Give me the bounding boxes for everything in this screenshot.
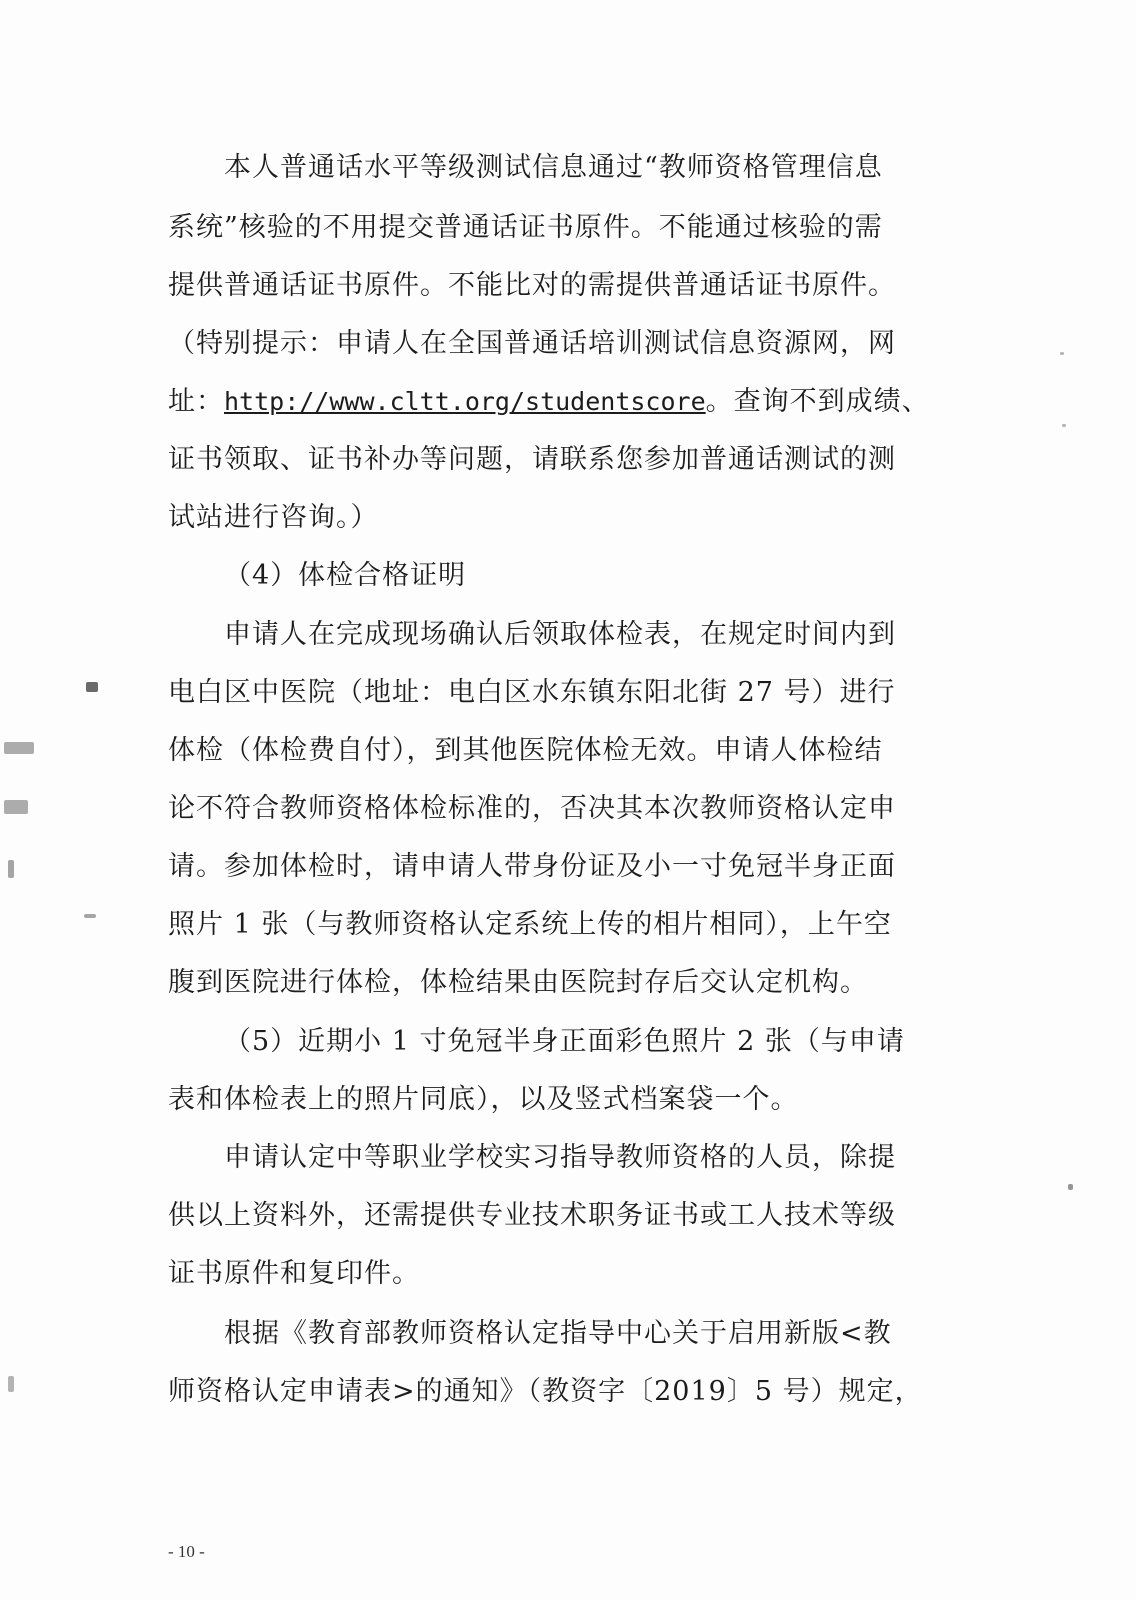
scan-speck: [1062, 424, 1066, 427]
page-number: - 10 -: [168, 1542, 205, 1561]
paragraph-line: 论不符合教师资格体检标准的，否决其本次教师资格认定申: [168, 793, 896, 824]
section-heading-4: （4）体检合格证明: [224, 560, 467, 591]
scan-speck: [86, 682, 98, 692]
paragraph-line: 证书领取、证书补办等问题，请联系您参加普通话测试的测: [168, 444, 896, 475]
scan-speck: [4, 800, 28, 814]
cltt-url-link[interactable]: http://www.cltt.org/studentscore: [224, 387, 706, 416]
url-suffix: 。查询不到成绩、: [705, 386, 930, 417]
scan-speck: [8, 1376, 14, 1392]
section-heading-5: （5）近期小 1 寸免冠半身正面彩色照片 2 张（与申请: [224, 1026, 905, 1057]
paragraph-line: 腹到医院进行体检，体检结果由医院封存后交认定机构。: [168, 967, 868, 998]
paragraph-line: 试站进行咨询。）: [168, 502, 379, 533]
paragraph-line: 电白区中医院（地址：电白区水东镇东阳北街 27 号）进行: [168, 677, 896, 708]
scan-speck: [1060, 352, 1064, 355]
paragraph-line: 表和体检表上的照片同底），以及竖式档案袋一个。: [168, 1084, 799, 1115]
scan-speck: [8, 860, 14, 878]
paragraph-line: 系统”核验的不用提交普通话证书原件。不能通过核验的需: [168, 212, 883, 243]
paragraph-line: 提供普通话证书原件。不能比对的需提供普通话证书原件。: [168, 270, 896, 301]
paragraph-line: 申请认定中等职业学校实习指导教师资格的人员，除提: [224, 1142, 896, 1173]
paragraph-line: 证书原件和复印件。: [168, 1258, 420, 1289]
paragraph-line: 体检（体检费自付），到其他医院体检无效。申请人体检结: [168, 735, 883, 766]
paragraph-line-with-url: [168, 384, 958, 420]
paragraph-line: 本人普通话水平等级测试信息通过“教师资格管理信息: [224, 152, 883, 183]
paragraph-line: 申请人在完成现场确认后领取体检表，在规定时间内到: [224, 619, 896, 650]
scan-speck: [1068, 1184, 1073, 1190]
scan-speck: [84, 914, 96, 918]
scan-speck: [4, 742, 34, 754]
paragraph-line: 供以上资料外，还需提供专业技术职务证书或工人技术等级: [168, 1200, 896, 1231]
paragraph-line: 师资格认定申请表>的通知》（教资字〔2019〕5 号）规定，: [168, 1376, 923, 1407]
paragraph-line: 请。参加体检时，请申请人带身份证及小一寸免冠半身正面: [168, 851, 896, 882]
paragraph-line: 根据《教育部教师资格认定指导中心关于启用新版<教: [224, 1318, 892, 1349]
paragraph-line: （特别提示：申请人在全国普通话培训测试信息资源网，网: [168, 328, 896, 359]
paragraph-line: 照片 1 张（与教师资格认定系统上传的相片相同），上午空: [168, 909, 892, 940]
url-prefix: 址：: [168, 386, 224, 417]
